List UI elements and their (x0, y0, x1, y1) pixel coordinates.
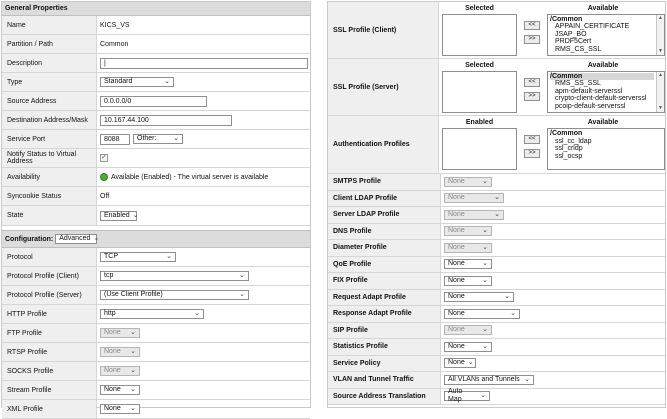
partition-label: Partition / Path (2, 35, 97, 53)
notify-checkbox[interactable]: ✓ (101, 154, 107, 161)
server-profile-row (2, 286, 310, 305)
chevron-down-icon: ⌄ (482, 260, 488, 268)
ssl-server-remove-button[interactable]: >> (524, 92, 540, 101)
chevron-down-icon: ⌄ (130, 405, 136, 412)
fix-label: FIX Profile (328, 273, 441, 289)
general-properties-header: General Properties (2, 2, 310, 16)
chevron-down-icon: ⌄ (504, 293, 510, 301)
http-profile-label: HTTP Profile (2, 305, 97, 323)
chevron-down-icon: ⌄ (482, 276, 488, 284)
chevron-down-icon: ⌄ (132, 211, 139, 219)
protocol-label: Protocol (2, 248, 97, 266)
partition-row (2, 35, 310, 54)
ssl-server-selected-heading: Selected (465, 61, 494, 69)
statistics-label: Statistics Profile (328, 339, 441, 355)
vlan-row (328, 372, 665, 389)
dns-label: DNS Profile (328, 224, 441, 240)
ssl-client-available-list[interactable] (547, 14, 665, 56)
chevron-down-icon: ⌄ (239, 291, 245, 298)
ftp-profile-label: FTP Profile (2, 324, 97, 342)
xml-profile-row (2, 400, 310, 419)
client-profile-row (2, 267, 310, 286)
request-adapt-select[interactable]: None ⌄ (444, 292, 514, 302)
xml-profile-select[interactable]: None ⌄ (100, 404, 140, 414)
list-item[interactable]: /Common (550, 130, 583, 137)
statistics-row (328, 339, 665, 356)
configuration-mode-select[interactable]: Advanced ⌄ (55, 234, 97, 244)
chevron-down-icon: ⌄ (467, 359, 474, 367)
state-select[interactable]: Enabled ⌄ (100, 211, 137, 221)
stream-profile-row (2, 381, 310, 400)
list-item[interactable]: JSAP_BO (555, 30, 587, 38)
request-adapt-label: Request Adapt Profile (328, 290, 441, 306)
response-adapt-row (328, 306, 665, 323)
ssl-server-add-button[interactable]: << (524, 78, 540, 87)
ssl-client-label: SSL Profile (Client) (328, 2, 439, 58)
service-policy-row (328, 356, 665, 373)
chevron-down-icon: ⌄ (130, 367, 136, 374)
service-port-input[interactable]: 8088 (100, 134, 130, 145)
description-row (2, 54, 310, 73)
chevron-down-icon: ⌄ (93, 235, 100, 242)
http-profile-select[interactable]: http ⌄ (100, 309, 204, 319)
auth-enabled-heading: Enabled (465, 119, 494, 126)
scroll-up-icon[interactable]: ▲ (658, 71, 663, 78)
destination-label: Destination Address/Mask (2, 111, 97, 129)
source-translation-row (328, 389, 665, 406)
chevron-down-icon: ⌄ (166, 253, 172, 260)
qoe-select[interactable]: None ⌄ (444, 259, 492, 269)
sip-select[interactable]: None ⌄ (444, 325, 492, 335)
server-ldap-row (328, 207, 665, 224)
server-profile-label: Protocol Profile (Server) (2, 286, 97, 304)
chevron-down-icon: ⌄ (494, 194, 500, 202)
ssl-client-row (328, 2, 665, 59)
chevron-down-icon: ⌄ (164, 78, 170, 85)
list-item[interactable]: ssl_cc_ldap (555, 137, 592, 145)
service-policy-select[interactable]: None ⌄ (444, 358, 476, 368)
list-item[interactable]: ssl_ocsp (555, 152, 583, 160)
socks-profile-select[interactable]: None ⌄ (100, 366, 140, 376)
client-profile-label: Protocol Profile (Client) (2, 267, 97, 285)
chevron-down-icon: ⌄ (480, 392, 486, 400)
ssl-client-selected-heading: Selected (465, 4, 494, 12)
ssl-client-remove-button[interactable]: >> (524, 35, 540, 44)
qoe-label: QoE Profile (328, 257, 441, 273)
ftp-profile-row (2, 324, 310, 343)
ssl-server-available-heading: Available (587, 61, 619, 69)
scrollbar[interactable] (656, 72, 664, 112)
syncookie-row (2, 187, 310, 206)
source-address-label: Source Address (2, 92, 97, 110)
client-profile-select[interactable]: tcp ⌄ (100, 271, 249, 281)
fix-select[interactable]: None ⌄ (444, 276, 492, 286)
chevron-down-icon: ⌄ (482, 227, 488, 235)
auth-profiles-label: Authentication Profiles (328, 116, 439, 173)
http-profile-row (2, 305, 310, 324)
configuration-label: Configuration: (5, 235, 54, 243)
list-item[interactable]: APPAIN_CERTIFICATE (555, 23, 630, 30)
availability-row (2, 168, 310, 187)
smtps-label: SMTPS Profile (328, 174, 441, 190)
ssl-server-row (328, 59, 665, 116)
list-item[interactable]: RMS_CS_SSL (555, 45, 602, 53)
chevron-down-icon: ⌄ (130, 386, 136, 393)
xml-profile-label: XML Profile (2, 400, 97, 418)
name-label: Name (2, 16, 97, 34)
destination-row (2, 111, 310, 130)
chevron-down-icon: ⌄ (173, 135, 179, 142)
syncookie-label: Syncookie Status (2, 187, 97, 205)
chevron-down-icon: ⌄ (524, 375, 530, 383)
ssl-client-available-heading: Available (587, 4, 619, 12)
ssl-client-add-button[interactable]: << (524, 21, 540, 30)
sip-label: SIP Profile (328, 323, 441, 339)
chevron-down-icon: ⌄ (482, 342, 488, 350)
notify-row (2, 149, 310, 168)
source-translation-label: Source Address Translation (328, 389, 441, 405)
notify-label: Notify Status to Virtual Address (2, 149, 97, 167)
configuration-header (2, 230, 310, 248)
type-select[interactable]: Standard ⌄ (100, 77, 174, 87)
chevron-down-icon: ⌄ (130, 348, 136, 355)
server-ldap-select[interactable]: None ⌄ (444, 210, 504, 220)
general-properties-panel (1, 1, 311, 413)
type-label: Type (2, 73, 97, 91)
list-item[interactable]: RMS_SS_SSL (555, 80, 601, 87)
auth-enabled-list[interactable] (442, 128, 517, 170)
service-port-select[interactable]: Other: ⌄ (133, 134, 183, 144)
ssl-server-selected-list[interactable] (442, 71, 517, 113)
source-address-input[interactable]: 0.0.0.0/0 (100, 96, 207, 107)
client-ldap-select[interactable]: None ⌄ (444, 193, 504, 203)
service-port-label: Service Port (2, 130, 97, 148)
sip-row (328, 323, 665, 340)
name-value: KICS_VS (100, 21, 130, 29)
qoe-row (328, 257, 665, 274)
scroll-down-icon[interactable]: ▼ (658, 47, 663, 54)
chevron-down-icon: ⌄ (239, 272, 245, 279)
response-adapt-select[interactable]: None ⌄ (444, 309, 520, 319)
dns-select[interactable]: None ⌄ (444, 226, 492, 236)
server-profile-select[interactable]: (Use Client Profile) ⌄ (100, 290, 249, 300)
chevron-down-icon: ⌄ (510, 309, 516, 317)
smtps-select[interactable]: None ⌄ (444, 177, 492, 187)
syncookie-value: Off (100, 192, 110, 200)
stream-profile-label: Stream Profile (2, 381, 97, 399)
list-item[interactable]: /Common (550, 73, 654, 81)
state-label: State (2, 206, 97, 225)
name-row (2, 16, 310, 35)
profiles-panel (327, 1, 666, 408)
available-status-icon (100, 173, 108, 181)
partition-value: Common (100, 40, 129, 48)
rtsp-profile-row (2, 343, 310, 362)
state-row (2, 206, 310, 226)
dns-row (328, 224, 665, 241)
rtsp-profile-label: RTSP Profile (2, 343, 97, 361)
service-policy-label: Service Policy (328, 356, 441, 372)
type-row (2, 73, 310, 92)
scroll-down-icon[interactable]: ▼ (658, 104, 663, 111)
response-adapt-label: Response Adapt Profile (328, 306, 441, 322)
statistics-select[interactable]: None ⌄ (444, 342, 492, 352)
protocol-select[interactable]: TCP ⌄ (100, 252, 176, 262)
list-item[interactable]: ssl_crldp (555, 145, 583, 152)
chevron-down-icon: ⌄ (482, 243, 488, 251)
availability-label: Availability (2, 168, 97, 186)
description-label: Description (2, 54, 97, 72)
scrollbar[interactable] (656, 15, 664, 55)
destination-input[interactable]: 10.167.44.100 (100, 115, 232, 126)
diameter-select[interactable]: None ⌄ (444, 243, 492, 253)
description-input[interactable]: | (100, 58, 308, 69)
list-item[interactable]: PRDF5Cert (555, 38, 592, 45)
auth-remove-button[interactable]: >> (524, 149, 540, 158)
ssl-server-label: SSL Profile (Server) (328, 59, 439, 115)
chevron-down-icon: ⌄ (482, 326, 488, 334)
fix-row (328, 273, 665, 290)
chevron-down-icon: ⌄ (482, 177, 488, 185)
diameter-row (328, 240, 665, 257)
chevron-down-icon: ⌄ (494, 210, 500, 218)
smtps-row (328, 174, 665, 191)
availability-value: Available (Enabled) - The virtual server is available (111, 173, 269, 181)
diameter-label: Diameter Profile (328, 240, 441, 256)
request-adapt-row (328, 290, 665, 307)
ssl-client-selected-list[interactable] (442, 14, 517, 56)
list-item[interactable]: pcoip-default-serverssl (555, 102, 626, 110)
scroll-up-icon[interactable]: ▲ (658, 14, 663, 21)
source-translation-select[interactable]: Auto Map ⌄ (444, 391, 490, 401)
list-item[interactable]: crypto-client-default-serverssl (555, 95, 647, 102)
vlan-label: VLAN and Tunnel Traffic (328, 372, 441, 388)
auth-profiles-row (328, 116, 665, 174)
socks-profile-row (2, 362, 310, 381)
socks-profile-label: SOCKS Profile (2, 362, 97, 380)
ftp-profile-select[interactable]: None ⌄ (100, 328, 140, 338)
protocol-row (2, 248, 310, 267)
auth-available-heading: Available (587, 119, 619, 126)
client-ldap-row (328, 191, 665, 208)
rtsp-profile-select[interactable]: None ⌄ (100, 347, 140, 357)
server-ldap-label: Server LDAP Profile (328, 207, 441, 223)
auth-available-list[interactable] (547, 128, 665, 170)
ssl-server-available-list[interactable] (547, 71, 665, 113)
client-ldap-label: Client LDAP Profile (328, 191, 441, 207)
list-item[interactable]: apm-default-serverssl (555, 87, 623, 95)
chevron-down-icon: ⌄ (130, 329, 136, 336)
auth-add-button[interactable]: << (524, 135, 540, 144)
source-address-row (2, 92, 310, 111)
vlan-select[interactable]: All VLANs and Tunnels ⌄ (444, 375, 534, 385)
chevron-down-icon: ⌄ (194, 310, 200, 317)
list-item[interactable]: /Common (550, 15, 583, 23)
stream-profile-select[interactable]: None ⌄ (100, 385, 140, 395)
service-port-row (2, 130, 310, 149)
